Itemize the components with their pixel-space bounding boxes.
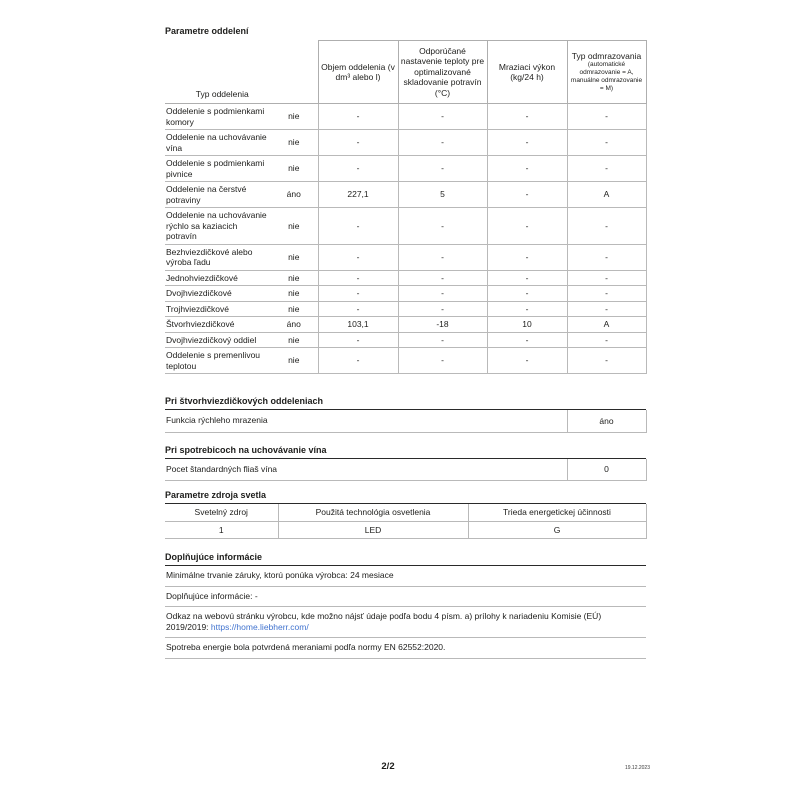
compartment-defrost: - [567,301,646,317]
compartment-label: Trojhviezdičkové [165,301,270,317]
section-title-additional-info: Doplňujúce informácie [165,552,646,566]
compartment-present: nie [270,104,318,130]
page-title: Parametre oddelení [165,26,249,36]
light-source-header: Svetelný zdroj [165,504,278,521]
table-row [165,104,646,130]
fast-freeze-value: áno [567,410,646,432]
table-row [165,607,646,638]
compartment-temperature: - [398,286,487,302]
wine-bottles-value: 0 [567,459,646,481]
compartment-defrost: - [567,130,646,156]
compartment-defrost: - [567,104,646,130]
compartments-table [165,40,647,374]
light-source-value-row [165,521,646,539]
section-title-wine: Pri spotrebicoch na uchovávanie vína [165,445,646,459]
table-row [165,244,646,270]
compartment-present: nie [270,301,318,317]
compartment-present: nie [270,130,318,156]
compartment-label: Oddelenie s podmienkami komory [165,104,270,130]
compartment-volume: - [318,348,398,374]
compartment-volume: - [318,286,398,302]
compartment-defrost: - [567,270,646,286]
compartment-volume: - [318,208,398,245]
column-header-freezing-capacity: Mraziaci výkon (kg/24 h) [487,41,567,104]
extra-info-text: Doplňujúce informácie: - [165,586,646,607]
table-row [165,459,646,481]
compartment-temperature: - [398,348,487,374]
compartment-volume: - [318,156,398,182]
table-row [165,270,646,286]
compartment-label: Oddelenie na čerstvé potraviny [165,182,270,208]
compartment-defrost: A [567,182,646,208]
compartment-defrost: - [567,208,646,245]
compartment-present: nie [270,286,318,302]
document-date: 19.12.2023 [624,765,650,771]
compartment-volume: - [318,332,398,348]
compartment-defrost: - [567,244,646,270]
compartments-header [165,41,646,104]
compartment-label: Oddelenie na uchovávanie vína [165,130,270,156]
table-row [165,332,646,348]
compartment-temperature: - [398,332,487,348]
compartment-temperature: - [398,130,487,156]
light-efficiency-value: G [468,521,646,539]
table-row [165,130,646,156]
light-technology-value: LED [278,521,468,539]
compartment-temperature: - [398,208,487,245]
compartment-temperature: - [398,104,487,130]
light-source-table [165,504,647,539]
compartment-freezing-capacity: - [487,332,567,348]
compartment-temperature: -18 [398,317,487,333]
compartment-volume: - [318,244,398,270]
four-star-table [165,410,647,433]
compartment-present: nie [270,332,318,348]
compartment-defrost: - [567,286,646,302]
compartment-volume: 103,1 [318,317,398,333]
energy-note-text: Spotreba energie bola potvrdená meraniami podľa normy EN 62552:2020. [165,638,646,659]
table-row [165,156,646,182]
table-row [165,286,646,302]
table-row [165,348,646,374]
light-efficiency-header: Trieda energetickej účinnosti [468,504,646,521]
table-row [165,317,646,333]
compartment-present: nie [270,244,318,270]
table-row [165,208,646,245]
datasheet-page [165,26,646,659]
compartment-volume: 227,1 [318,182,398,208]
compartment-label: Bezhviezdičkové alebo výroba ľadu [165,244,270,270]
manufacturer-website-link[interactable]: https://home.liebherr.com/ [210,621,309,632]
compartment-label: Dvojhviezdičkové [165,286,270,302]
compartment-label: Dvojhviezdičkový oddiel [165,332,270,348]
compartment-freezing-capacity: - [487,286,567,302]
manufacturer-link-text: Odkaz na webovú stránku výrobcu, kde možno nájsť údaje podľa bodu 4 písm. a) prílohy k nariadeniu Komisie (EÚ) 2019/2019: [166,611,602,632]
compartment-defrost: A [567,317,646,333]
wine-table [165,459,647,482]
light-technology-header: Použitá technológia osvetlenia [278,504,468,521]
table-row [165,566,646,586]
compartment-label: Oddelenie s podmienkami pivnice [165,156,270,182]
compartment-defrost: - [567,156,646,182]
compartment-present: nie [270,156,318,182]
compartment-temperature: - [398,270,487,286]
compartment-present: nie [270,348,318,374]
compartment-label: Štvorhviezdičkové [165,317,270,333]
table-row [165,586,646,607]
compartment-freezing-capacity: 10 [487,317,567,333]
compartment-volume: - [318,270,398,286]
compartment-freezing-capacity: - [487,244,567,270]
table-row [165,410,646,432]
compartment-label: Jednohviezdičkové [165,270,270,286]
compartment-defrost: - [567,348,646,374]
compartment-label: Oddelenie s premenlivou teplotou [165,348,270,374]
light-source-header-row [165,504,646,521]
compartment-defrost: - [567,332,646,348]
manufacturer-link-row [165,607,646,638]
light-source-value: 1 [165,521,278,539]
compartment-freezing-capacity: - [487,348,567,374]
compartment-temperature: 5 [398,182,487,208]
additional-info-table [165,566,646,659]
defrost-type-title: Typ odmrazovania [571,50,642,61]
column-header-volume: Objem oddelenia (v dm³ alebo l) [318,41,398,104]
compartment-freezing-capacity: - [487,301,567,317]
compartment-freezing-capacity: - [487,208,567,245]
compartment-volume: - [318,130,398,156]
compartments-body [165,104,646,374]
compartment-temperature: - [398,244,487,270]
compartment-present: nie [270,208,318,245]
section-title-light-source: Parametre zdroja svetla [165,490,646,504]
compartment-freezing-capacity: - [487,270,567,286]
compartment-freezing-capacity: - [487,182,567,208]
compartment-temperature: - [398,156,487,182]
compartment-volume: - [318,104,398,130]
table-row [165,638,646,659]
compartment-present: nie [270,270,318,286]
wine-bottles-label: Pocet štandardných fliaš vína [165,459,567,481]
compartment-freezing-capacity: - [487,156,567,182]
compartment-present: áno [270,317,318,333]
compartment-present: áno [270,182,318,208]
column-header-type: Typ oddelenia [165,41,318,104]
column-header-temperature: Odporúčané nastavenie teploty pre optimalizované skladovanie potravín (°C) [398,41,487,104]
section-title-four-star: Pri štvorhviezdičkových oddeleniach [165,396,646,410]
warranty-text: Minimálne trvanie záruky, ktorú ponúka výrobca: 24 mesiace [165,566,646,586]
fast-freeze-label: Funkcia rýchleho mrazenia [165,410,567,432]
page-number: 2/2 [381,761,395,772]
compartment-label: Oddelenie na uchovávanie rýchlo sa kaziacich potravín [165,208,270,245]
table-row [165,301,646,317]
column-header-defrost-type [567,41,646,104]
table-row [165,182,646,208]
compartment-freezing-capacity: - [487,104,567,130]
compartment-volume: - [318,301,398,317]
compartment-temperature: - [398,301,487,317]
compartment-freezing-capacity: - [487,130,567,156]
defrost-type-note: (automatické odmrazovanie = A, manuálne odmrazovanie = M) [570,61,643,93]
